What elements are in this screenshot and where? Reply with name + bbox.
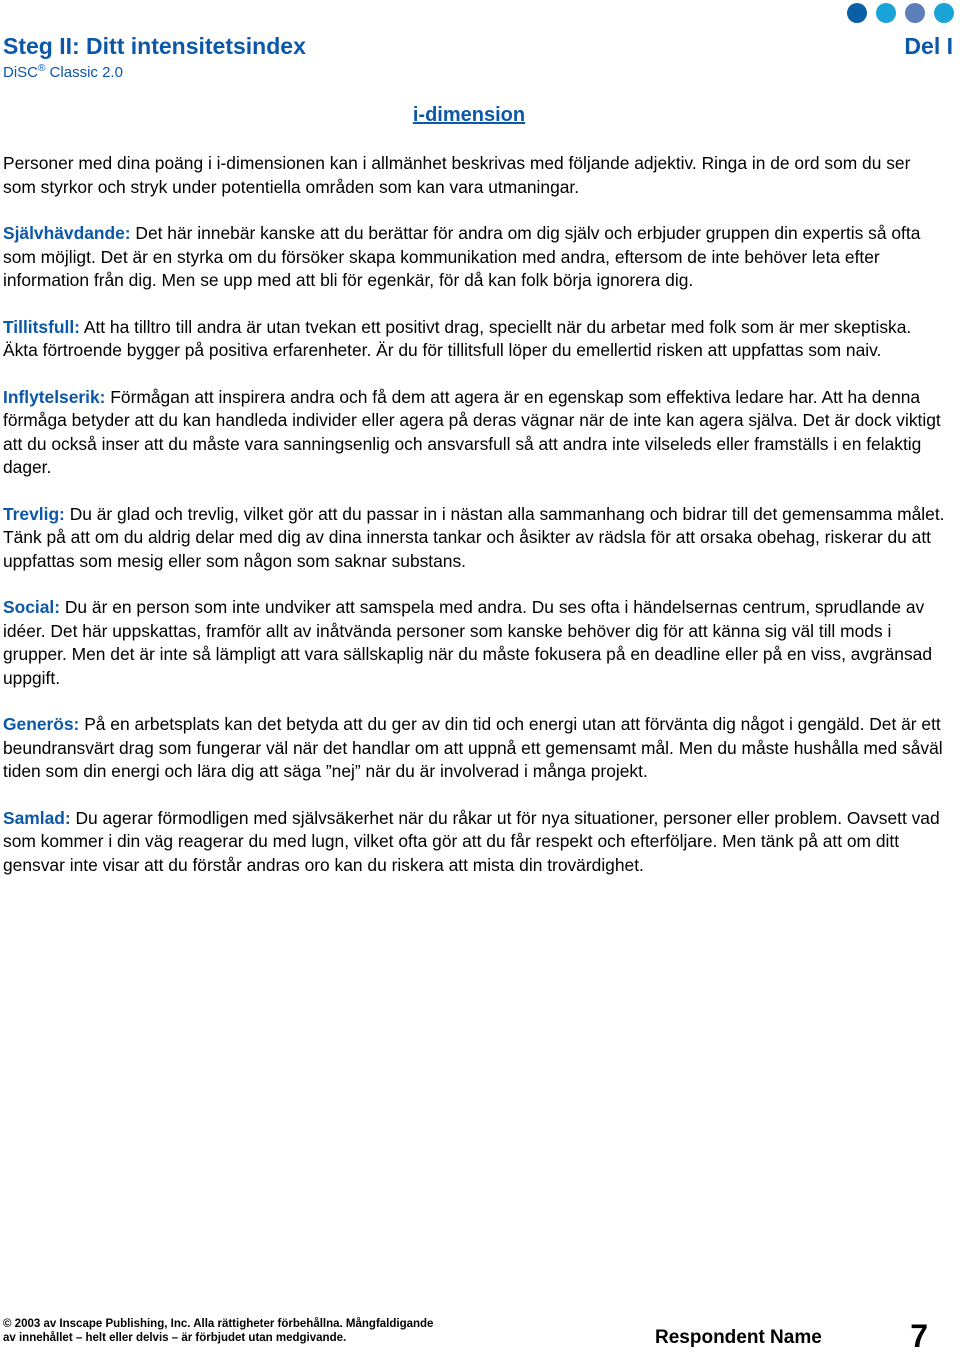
copyright-line-2: av innehållet – helt eller delvis – är förbjudet utan medgivande.	[3, 1332, 347, 1344]
trait-term: Tillitsfull:	[3, 316, 80, 337]
page-title: Steg II: Ditt intensitetsindex	[3, 33, 306, 59]
trait-term: Samlad:	[3, 807, 71, 828]
trait-text: Du agerar förmodligen med självsäkerhet när du råkar ut för nya situationer, personer eller problem. Oavsett vad som kommer i din väg reagerar du med lugn, vilket ofta gör att du får respekt och efterföljare. Men tänk på att om ditt gensvar inte visar att du förstår andras oro kan du riskera att mista din trovärdighet.	[3, 807, 940, 875]
trait-paragraph	[3, 807, 948, 878]
dot-1	[847, 3, 867, 23]
dot-2	[876, 3, 896, 23]
trait-paragraph	[3, 596, 948, 690]
subtitle-version: Classic 2.0	[45, 64, 123, 81]
trait-term: Självhävdande:	[3, 223, 131, 243]
respondent-name: Respondent Name	[655, 1327, 822, 1348]
trait-paragraph	[3, 222, 948, 293]
trait-paragraph	[3, 316, 948, 363]
trait-term: Generös:	[3, 714, 80, 734]
trait-text: Du är en person som inte undviker att samspela med andra. Du ses ofta i händelsernas centrum, sprudlande av idéer. Det här uppskattas, framför allt av inåtvända personer som kanske behöver dig för att känna sig väl till mods i grupper. Men det är inte så lämpligt att vara sällskaplig när du måste fokusera på en deadline eller på en viss, avgränsad uppgift.	[3, 597, 932, 688]
subtitle-brand: DiSC	[3, 64, 39, 81]
copyright-line-1: © 2003 av Inscape Publishing, Inc. Alla rättigheter förbehållna. Mångfaldigande	[3, 1318, 434, 1330]
trait-paragraph	[3, 713, 948, 784]
trait-paragraph	[3, 386, 948, 480]
trait-term: Social:	[3, 597, 61, 617]
section-heading: i-dimension	[412, 104, 526, 126]
document-body	[3, 152, 948, 900]
subtitle	[3, 63, 123, 81]
trait-term: Trevlig:	[3, 503, 65, 524]
part-label: Del I	[904, 33, 953, 59]
decorative-dots	[847, 3, 954, 23]
trait-text: Förmågan att inspirera andra och få dem att agera är en egenskap som effektiva ledare har. Att ha denna förmåga betyder att du kan handleda individer eller agera på deras vägnar när de inte kan agera själva. Det är dock viktigt att du också inser att du måste vara sanningsenlig och ansvarsfull så att andra inte vilseleds eller framställs i en felaktig dager.	[3, 386, 941, 477]
trait-paragraph	[3, 503, 948, 574]
trait-text: Att ha tilltro till andra är utan tvekan ett positivt drag, speciellt när du arbetar med folk som är mer skeptiska. Äkta förtroende bygger på positiva erfarenheter. Är du för tillitsfull löper du emellertid risken att uppfattas som naiv.	[3, 316, 912, 360]
copyright-notice	[3, 1317, 433, 1345]
trait-text: Det här innebär kanske att du berättar för andra om dig själv och erbjuder gruppen din expertis så ofta som möjligt. Det är en styrka om du försöker skapa kommunikation med andra, eftersom de inte behöver leta efter information från dig. Men se upp med att bli för egenkär, för då kan folk börja ignorera dig.	[3, 223, 921, 290]
dot-3	[905, 3, 925, 23]
trait-text: Du är glad och trevlig, vilket gör att du passar in i nästan alla sammanhang och bidrar till det gemensamma målet. Tänk på att om du aldrig delar med dig av dina innersta tankar och åsikter av rädsla för att orsaka obehag, riskerar du att uppfattas som mesig eller som någon som saknar substans.	[3, 503, 945, 571]
intro-paragraph: Personer med dina poäng i i-dimensionen kan i allmänhet beskrivas med följande adjektiv. Ringa in de ord som du ser som styrkor och stryk under potentiella områden som kan vara utmaningar.	[3, 153, 911, 197]
trait-term: Inflytelserik:	[3, 386, 106, 407]
registered-mark: ®	[38, 63, 46, 74]
page-number: 7	[910, 1318, 928, 1354]
trait-text: På en arbetsplats kan det betyda att du ger av din tid och energi utan att förvänta dig något i gengäld. Det är ett beundransvärt drag som fungerar väl när det handlar om att uppnå ett gemensamt mål. Men du måste hushålla med såväl tiden som din energi och lära dig att säga ”nej” när du är involverad i många projekt.	[3, 714, 943, 781]
dot-4	[934, 3, 954, 23]
